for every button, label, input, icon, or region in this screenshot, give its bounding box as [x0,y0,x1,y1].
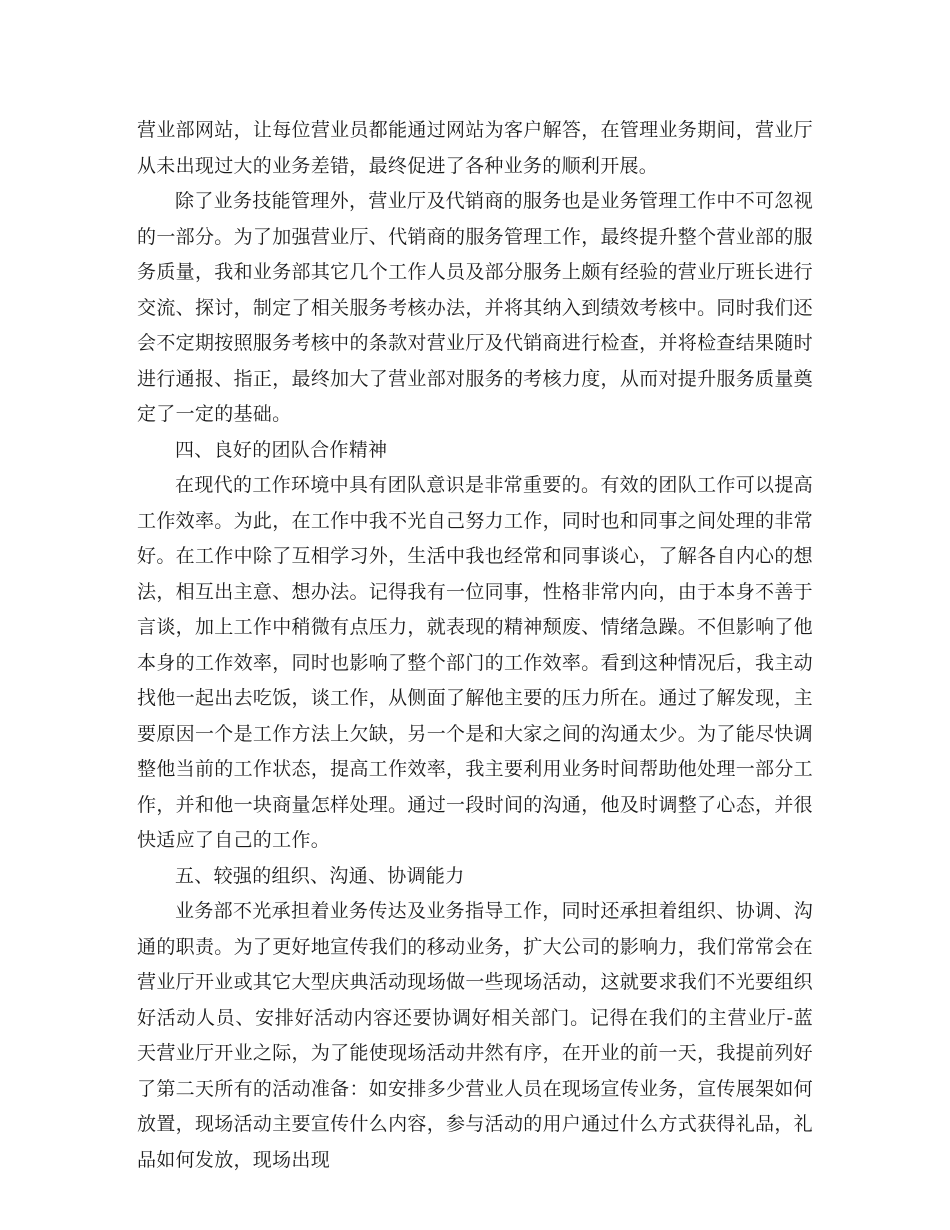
paragraph-service-management: 除了业务技能管理外，营业厅及代销商的服务也是业务管理工作中不可忽视的一部分。为了加强营业厅、代销商的服务管理工作，最终提升整个营业部的服务质量，我和业务部其它几个工作人员及部分服务上颇有经验的营业厅班长进行交流、探讨，制定了相关服务考核办法，并将其纳入到绩效考核中。同时我们还会不定期按照服务考核中的条款对营业厅及代销商进行检查，并将检查结果随时进行通报、指正，最终加大了营业部对服务的考核力度，从而对提升服务质量奠定了一定的基础。 [137,190,813,425]
paragraph-continuation: 营业部网站，让每位营业员都能通过网站为客户解答，在管理业务期间，营业厅从未出现过大的业务差错，最终促进了各种业务的顺利开展。 [137,119,813,177]
paragraph-coordination: 业务部不光承担着业务传达及业务指导工作，同时还承担着组织、协调、沟通的职责。为了更好地宣传我们的移动业务，扩大公司的影响力，我们常常会在营业厅开业或其它大型庆典活动现场做一些现场活动，这就要求我们不光要组织好活动人员、安排好活动内容还要协调好相关部门。记得在我们的主营业厅-蓝天营业厅开业之际，为了能使现场活动井然有序，在开业的前一天，我提前列好了第二天所有的活动准备：如安排多少营业人员在现场宣传业务，宣传展架如何放置，现场活动主要宣传什么内容，参与活动的用户通过什么方式获得礼品，礼品如何发放，现场出现 [137,900,813,1171]
paragraph-teamwork: 在现代的工作环境中具有团队意识是非常重要的。有效的团队工作可以提高工作效率。为此，在工作中我不光自己努力工作，同时也和同事之间处理的非常好。在工作中除了互相学习外，生活中我也经常和同事谈心，了解各自内心的想法，相互出主意、想办法。记得我有一位同事，性格非常内向，由于本身不善于言谈，加上工作中稍微有点压力，就表现的精神颓废、情绪急躁。不但影响了他本身的工作效率，同时也影响了整个部门的工作效率。看到这种情况后，我主动找他一起出去吃饭，谈工作，从侧面了解他主要的压力所在。通过了解发现，主要原因一个是工作方法上欠缺，另一个是和大家之间的沟通太少。为了能尽快调整他当前的工作状态，提高工作效率，我主要利用业务时间帮助他处理一部分工作，并和他一块商量怎样处理。通过一段时间的沟通，他及时调整了心态，并很快适应了自己的工作。 [137,474,813,851]
section-heading-teamwork: 四、良好的团队合作精神 [175,438,388,461]
document-body [137,113,813,1178]
section-heading-coordination: 五、较强的组织、沟通、协调能力 [175,864,465,887]
